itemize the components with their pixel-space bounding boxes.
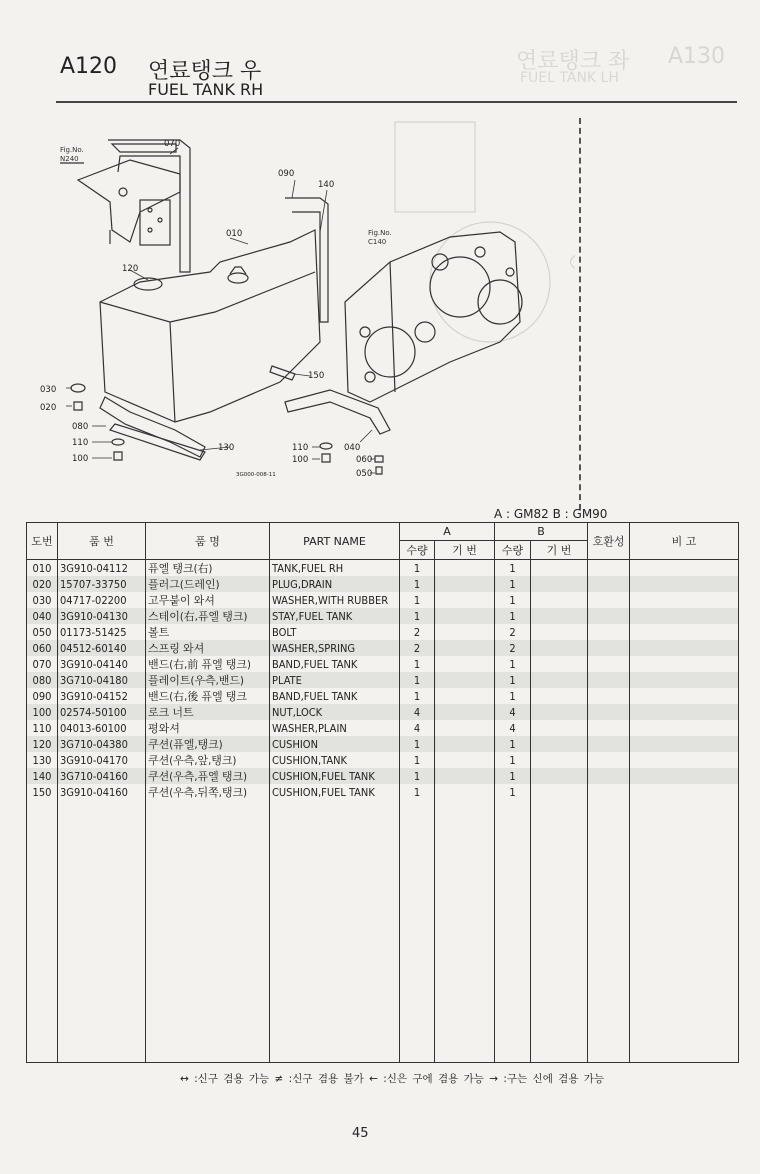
- leader-lines: [66, 148, 375, 473]
- callout-080: 080: [72, 422, 89, 432]
- row-serial-b: [531, 704, 588, 720]
- row-serial-b: [531, 608, 588, 624]
- row-ref-no: 020: [27, 576, 58, 592]
- fig-ref-2: Fig.No.: [368, 229, 392, 237]
- row-compat: [588, 768, 630, 784]
- col-group-a: A: [400, 523, 495, 541]
- row-compat: [588, 592, 630, 608]
- row-part-no: 15707-33750: [58, 576, 146, 592]
- row-serial-a: [435, 640, 495, 656]
- table-empty-space: [27, 800, 739, 1063]
- empty-cell: [588, 800, 630, 1063]
- drawing-code: 3G000-008-11: [236, 472, 276, 478]
- row-serial-b: [531, 688, 588, 704]
- stay-040: [285, 390, 390, 434]
- row-name-kr: 밴드(右,後 퓨엘 탱크: [146, 688, 270, 704]
- row-qty-b: 1: [495, 736, 531, 752]
- row-part-no: 02574-50100: [58, 704, 146, 720]
- row-name-en: CUSHION,TANK: [270, 752, 400, 768]
- callout-040: 040: [344, 443, 361, 453]
- row-name-kr: 퓨엘 탱크(右): [146, 560, 270, 577]
- table-row: [27, 768, 739, 784]
- section-title-en: FUEL TANK RH: [148, 80, 264, 99]
- row-qty-b: 1: [495, 560, 531, 577]
- row-serial-b: [531, 768, 588, 784]
- row-serial-a: [435, 688, 495, 704]
- row-qty-b: 1: [495, 752, 531, 768]
- row-name-en: TANK,FUEL RH: [270, 560, 400, 577]
- row-name-en: BOLT: [270, 624, 400, 640]
- row-name-en: BAND,FUEL TANK: [270, 656, 400, 672]
- row-ref-no: 060: [27, 640, 58, 656]
- bleed-through-title-kr: 연료탱크 좌: [516, 49, 630, 74]
- callout-020: 020: [40, 403, 57, 413]
- callout-060: 060: [356, 455, 373, 465]
- row-qty-b: 1: [495, 688, 531, 704]
- exploded-parts-diagram: [30, 112, 575, 484]
- table-row: [27, 656, 739, 672]
- row-qty-b: 1: [495, 784, 531, 800]
- bleed-through-drawing: [395, 122, 575, 342]
- row-part-no: 3G910-04130: [58, 608, 146, 624]
- callout-010: 010: [226, 229, 243, 239]
- col-compat: 호환성: [588, 523, 630, 560]
- row-qty-a: 1: [400, 752, 435, 768]
- row-part-no: 04013-60100: [58, 720, 146, 736]
- table-row: [27, 608, 739, 624]
- row-qty-a: 1: [400, 576, 435, 592]
- row-qty-a: 2: [400, 640, 435, 656]
- row-serial-a: [435, 608, 495, 624]
- row-serial-b: [531, 640, 588, 656]
- row-part-no: 3G910-04140: [58, 656, 146, 672]
- row-compat: [588, 608, 630, 624]
- empty-cell: [495, 800, 531, 1063]
- row-name-en: WASHER,SPRING: [270, 640, 400, 656]
- col-group-b: B: [495, 523, 588, 541]
- row-serial-b: [531, 592, 588, 608]
- bleed-through-code: A130: [668, 44, 726, 69]
- table-row: [27, 592, 739, 608]
- empty-cell: [58, 800, 146, 1063]
- row-remarks: [630, 752, 739, 768]
- row-serial-a: [435, 704, 495, 720]
- row-remarks: [630, 592, 739, 608]
- row-qty-a: 1: [400, 608, 435, 624]
- table-row: [27, 784, 739, 800]
- table-row: [27, 736, 739, 752]
- row-qty-b: 2: [495, 640, 531, 656]
- callout-110-left: 110: [72, 438, 89, 448]
- fuel-tank-body: [100, 230, 320, 422]
- row-ref-no: 130: [27, 752, 58, 768]
- plate-080: [100, 397, 205, 457]
- row-name-en: WASHER,PLAIN: [270, 720, 400, 736]
- row-serial-b: [531, 656, 588, 672]
- row-qty-a: 1: [400, 560, 435, 577]
- row-qty-a: 2: [400, 624, 435, 640]
- row-ref-no: 090: [27, 688, 58, 704]
- row-remarks: [630, 560, 739, 577]
- row-name-kr: 밴드(右,前 퓨엘 탱크): [146, 656, 270, 672]
- row-qty-b: 1: [495, 672, 531, 688]
- row-remarks: [630, 624, 739, 640]
- row-compat: [588, 560, 630, 577]
- row-serial-a: [435, 624, 495, 640]
- callout-100-left: 100: [72, 454, 89, 464]
- table-row: [27, 672, 739, 688]
- parts-table: [26, 522, 739, 1063]
- row-ref-no: 110: [27, 720, 58, 736]
- row-ref-no: 120: [27, 736, 58, 752]
- row-remarks: [630, 672, 739, 688]
- row-serial-b: [531, 784, 588, 800]
- col-name-en: PART NAME: [270, 523, 400, 560]
- table-row: [27, 560, 739, 577]
- row-compat: [588, 752, 630, 768]
- fig-ref-1: Fig.No.: [60, 146, 84, 154]
- callout-090: 090: [278, 169, 295, 179]
- row-serial-a: [435, 736, 495, 752]
- row-part-no: 3G710-04160: [58, 768, 146, 784]
- row-name-en: CUSHION,FUEL TANK: [270, 768, 400, 784]
- table-row: [27, 704, 739, 720]
- row-qty-a: 4: [400, 704, 435, 720]
- callout-050: 050: [356, 469, 373, 479]
- empty-cell: [270, 800, 400, 1063]
- row-name-kr: 쿠션(우측,앞,탱크): [146, 752, 270, 768]
- row-compat: [588, 624, 630, 640]
- row-serial-b: [531, 672, 588, 688]
- col-a-qty: 수량: [400, 541, 435, 560]
- row-serial-b: [531, 576, 588, 592]
- row-qty-b: 1: [495, 592, 531, 608]
- table-row: [27, 640, 739, 656]
- row-qty-b: 4: [495, 704, 531, 720]
- row-name-kr: 스테이(右,퓨엘 탱크): [146, 608, 270, 624]
- callout-030: 030: [40, 385, 57, 395]
- row-name-kr: 볼트: [146, 624, 270, 640]
- row-qty-b: 1: [495, 576, 531, 592]
- callout-110-right: 110: [292, 443, 309, 453]
- row-name-kr: 평와셔: [146, 720, 270, 736]
- row-compat: [588, 640, 630, 656]
- mount-bracket: [78, 160, 180, 245]
- row-part-no: 3G910-04170: [58, 752, 146, 768]
- row-ref-no: 010: [27, 560, 58, 577]
- col-b-serial: 기 번: [531, 541, 588, 560]
- row-remarks: [630, 608, 739, 624]
- row-qty-a: 1: [400, 672, 435, 688]
- row-remarks: [630, 704, 739, 720]
- row-remarks: [630, 656, 739, 672]
- row-qty-b: 1: [495, 768, 531, 784]
- row-remarks: [630, 784, 739, 800]
- table-row: [27, 624, 739, 640]
- callout-140: 140: [318, 180, 335, 190]
- row-qty-a: 4: [400, 720, 435, 736]
- row-name-en: WASHER,WITH RUBBER: [270, 592, 400, 608]
- row-qty-b: 4: [495, 720, 531, 736]
- col-a-serial: 기 번: [435, 541, 495, 560]
- row-name-kr: 쿠션(퓨엘,탱크): [146, 736, 270, 752]
- row-part-no: 3G710-04380: [58, 736, 146, 752]
- row-name-kr: 쿠션(우측,퓨엘 탱크): [146, 768, 270, 784]
- callout-120: 120: [122, 264, 139, 274]
- transmission-case: [345, 232, 522, 402]
- row-serial-b: [531, 720, 588, 736]
- col-no: 도번: [27, 523, 58, 560]
- row-part-no: 3G910-04112: [58, 560, 146, 577]
- row-part-no: 04512-60140: [58, 640, 146, 656]
- row-ref-no: 050: [27, 624, 58, 640]
- row-ref-no: 080: [27, 672, 58, 688]
- empty-cell: [531, 800, 588, 1063]
- row-qty-b: 2: [495, 624, 531, 640]
- row-remarks: [630, 688, 739, 704]
- row-serial-a: [435, 752, 495, 768]
- callout-130: 130: [218, 443, 235, 453]
- row-qty-a: 1: [400, 768, 435, 784]
- row-name-kr: 쿠션(우측,뒤쪽,탱크): [146, 784, 270, 800]
- cushion-150: [270, 366, 295, 380]
- row-serial-a: [435, 576, 495, 592]
- row-compat: [588, 656, 630, 672]
- row-qty-a: 1: [400, 656, 435, 672]
- parts-table-body: [27, 560, 739, 1063]
- row-compat: [588, 720, 630, 736]
- row-name-en: NUT,LOCK: [270, 704, 400, 720]
- bleed-through-title-en: FUEL TANK LH: [520, 70, 619, 86]
- dashed-divider: [579, 118, 581, 510]
- table-row: [27, 720, 739, 736]
- empty-cell: [146, 800, 270, 1063]
- empty-cell: [630, 800, 739, 1063]
- table-row: [27, 576, 739, 592]
- row-remarks: [630, 576, 739, 592]
- row-serial-a: [435, 672, 495, 688]
- row-name-kr: 플레이트(우측,밴드): [146, 672, 270, 688]
- callout-150: 150: [308, 371, 325, 381]
- row-qty-a: 1: [400, 784, 435, 800]
- empty-cell: [435, 800, 495, 1063]
- row-remarks: [630, 720, 739, 736]
- row-name-en: PLUG,DRAIN: [270, 576, 400, 592]
- model-note: A : GM82 B : GM90: [494, 507, 608, 521]
- row-compat: [588, 736, 630, 752]
- section-code: A120: [60, 54, 118, 79]
- row-qty-a: 1: [400, 688, 435, 704]
- row-qty-b: 1: [495, 608, 531, 624]
- row-part-no: 3G710-04180: [58, 672, 146, 688]
- row-name-en: PLATE: [270, 672, 400, 688]
- row-serial-a: [435, 592, 495, 608]
- row-part-no: 3G910-04152: [58, 688, 146, 704]
- row-name-en: STAY,FUEL TANK: [270, 608, 400, 624]
- header-rule: [56, 101, 737, 103]
- row-serial-b: [531, 624, 588, 640]
- band-090: [285, 198, 328, 322]
- row-serial-a: [435, 560, 495, 577]
- row-compat: [588, 672, 630, 688]
- fig-ref-2-num: C140: [368, 238, 387, 246]
- col-b-qty: 수량: [495, 541, 531, 560]
- row-qty-a: 1: [400, 736, 435, 752]
- row-compat: [588, 576, 630, 592]
- empty-cell: [27, 800, 58, 1063]
- band-070: [108, 140, 190, 272]
- row-name-en: BAND,FUEL TANK: [270, 688, 400, 704]
- row-ref-no: 100: [27, 704, 58, 720]
- section-title-kr: 연료탱크 우: [148, 59, 262, 84]
- row-ref-no: 030: [27, 592, 58, 608]
- row-ref-no: 140: [27, 768, 58, 784]
- table-row: [27, 688, 739, 704]
- row-compat: [588, 704, 630, 720]
- row-remarks: [630, 768, 739, 784]
- row-serial-b: [531, 752, 588, 768]
- row-serial-b: [531, 560, 588, 577]
- col-remarks: 비 고: [630, 523, 739, 560]
- row-serial-b: [531, 736, 588, 752]
- callout-070: 070: [164, 139, 181, 149]
- row-name-kr: 플러그(드레인): [146, 576, 270, 592]
- row-serial-a: [435, 656, 495, 672]
- row-serial-a: [435, 784, 495, 800]
- row-name-kr: 로크 너트: [146, 704, 270, 720]
- row-name-en: CUSHION: [270, 736, 400, 752]
- col-name-kr: 품 명: [146, 523, 270, 560]
- compatibility-legend: ↔ :신구 겸용 가능 ≠ :신구 겸용 불가 ← :신은 구에 겸용 가능 → :구는 신에 겸용 가능: [180, 1073, 605, 1085]
- row-serial-a: [435, 768, 495, 784]
- row-serial-a: [435, 720, 495, 736]
- row-ref-no: 040: [27, 608, 58, 624]
- empty-cell: [400, 800, 435, 1063]
- row-part-no: 04717-02200: [58, 592, 146, 608]
- row-compat: [588, 688, 630, 704]
- row-qty-a: 1: [400, 592, 435, 608]
- row-remarks: [630, 736, 739, 752]
- row-ref-no: 150: [27, 784, 58, 800]
- table-row: [27, 752, 739, 768]
- callout-100-right: 100: [292, 455, 309, 465]
- page-number: 45: [352, 1126, 369, 1141]
- row-compat: [588, 784, 630, 800]
- row-part-no: 3G910-04160: [58, 784, 146, 800]
- row-name-kr: 스프링 와셔: [146, 640, 270, 656]
- col-part-no: 품 번: [58, 523, 146, 560]
- row-name-kr: 고무붙이 와셔: [146, 592, 270, 608]
- row-remarks: [630, 640, 739, 656]
- fig-ref-1-num: N240: [60, 155, 79, 163]
- row-qty-b: 1: [495, 656, 531, 672]
- row-name-en: CUSHION,FUEL TANK: [270, 784, 400, 800]
- row-ref-no: 070: [27, 656, 58, 672]
- row-part-no: 01173-51425: [58, 624, 146, 640]
